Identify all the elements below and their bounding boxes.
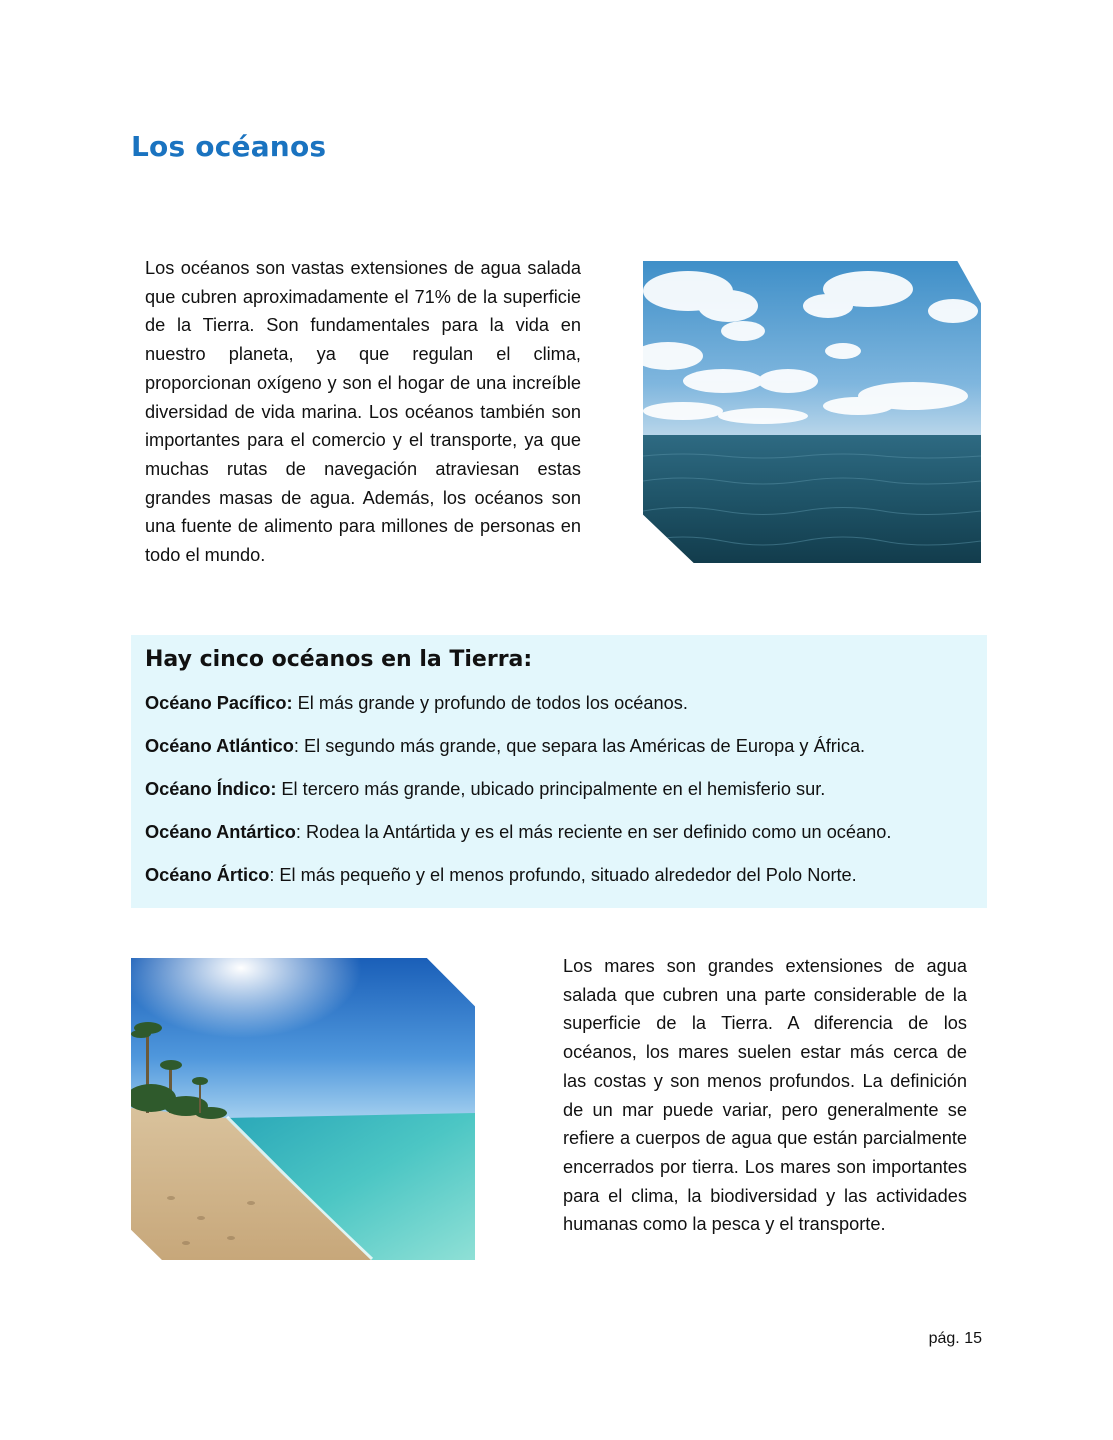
oceans-list-box <box>131 635 987 908</box>
ocean-item-name: Océano Pacífico: <box>145 693 293 713</box>
ocean-item-atlantico <box>145 736 865 757</box>
ocean-item-description: El tercero más grande, ubicado principalmente en el hemisferio sur. <box>276 779 826 799</box>
ocean-item-description: : Rodea la Antártida y es el más reciente en ser definido como un océano. <box>295 822 892 842</box>
ocean-item-artico <box>145 865 857 886</box>
page-title: Los océanos <box>131 130 327 163</box>
oceans-list-heading: Hay cinco océanos en la Tierra: <box>145 647 533 672</box>
ocean-item-name: Océano Ártico <box>145 865 270 885</box>
intro-paragraph: Los océanos son vastas extensiones de agua salada que cubren aproximadamente el 71% de la superficie de la Tierra. Son fundamentales para la vida en nuestro planeta, ya que regulan el clima, proporcionan oxígeno y son el hogar de una increíble diversidad de vida marina. Los océanos también son importantes para el comercio y el transporte, ya que muchas rutas de navegación atraviesan estas grandes masas de agua. Además, los océanos son una fuente de alimento para millones de personas en todo el mundo. <box>145 258 581 566</box>
ocean-item-description: El más grande y profundo de todos los océanos. <box>292 693 688 713</box>
ocean-item-description: : El segundo más grande, que separa las Américas de Europa y África. <box>293 736 866 756</box>
ocean-item-antartico <box>145 822 891 843</box>
beach-photo <box>131 958 475 1260</box>
seas-paragraph: Los mares son grandes extensiones de agua salada que cubren una parte considerable de la superficie de la Tierra. A diferencia de los océanos, los mares suelen estar más cerca de las costas y son menos profundos. La definición de un mar puede variar, pero generalmente se refiere a cuerpos de agua que están parcialmente encerrados por tierra. Los mares son importantes para el clima, la biodiversidad y las actividades humanas como la pesca y el transporte. <box>563 956 967 1235</box>
ocean-item-name: Océano Antártico <box>145 822 296 842</box>
ocean-item-name: Océano Índico: <box>145 779 277 799</box>
ocean-photo <box>643 261 981 563</box>
ocean-item-description: : El más pequeño y el menos profundo, situado alrededor del Polo Norte. <box>269 865 857 885</box>
ocean-item-indico <box>145 779 825 800</box>
ocean-item-pacifico <box>145 693 688 714</box>
ocean-item-name: Océano Atlántico <box>145 736 294 756</box>
page-number: pág. 15 <box>928 1330 982 1347</box>
